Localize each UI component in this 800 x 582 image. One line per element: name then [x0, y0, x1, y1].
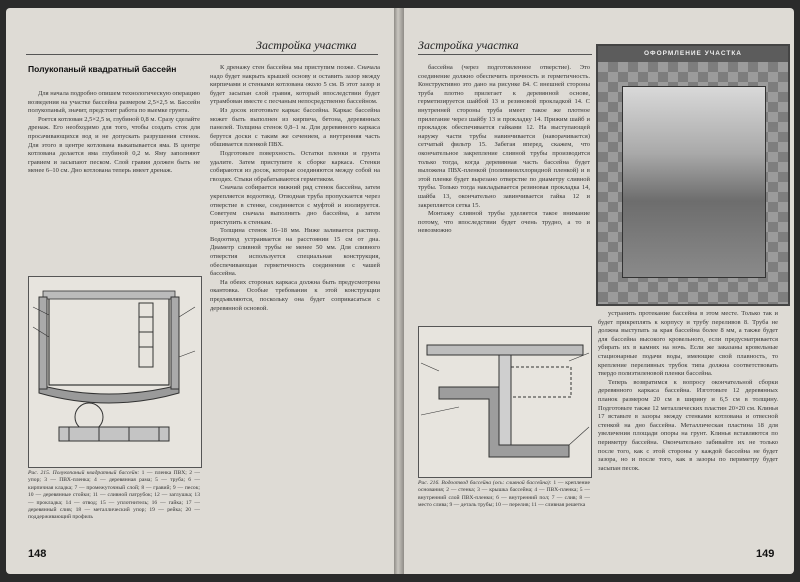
- garden-design-photo: [596, 44, 790, 306]
- left-col2-text: [210, 64, 380, 552]
- pool-cross-section-drawing: [29, 277, 201, 467]
- figure-caption-body: 1 — пленка ПВХ; 2 — упор; 3 — ПВХ-пленка; 4 — деревянная рама; 5 — труба; 6 — кирпичная кладка; 7 — промежуточный слой; 8 — гравий; 9 — песок; 10 — деревянные стойки; 11 — сливной патрубок; 12 — заглушка; 13 — прокладка; 14 — отвод; 15 — уплотнитель; 16 — гайка; 17 — деревянный слив; 18 — металлический упор; 19 — рейка; 20 — поддерживающий профиль: [28, 470, 200, 521]
- right-page-number: 149: [756, 548, 775, 560]
- right-running-head: Застройка участка: [418, 38, 519, 52]
- figure-215-caption: [28, 470, 200, 522]
- paragraph: На обеих сторонах каркаса должна быть предусмотрена окантовка. Особые требования к этой конструкции предъявляются, поскольку она будет соприкасаться с деревянной основой.: [210, 278, 380, 312]
- paragraph: Толщина стенок 16–18 мм. Ниже заливается раствор. Водоотвод устраивается на расстоянии 15 см от дна. Диаметр сливной трубы не менее 50 мм. Для сливного отверстия используется специальная конструкция, обеспечивающая герметичность соединения с чашей бассейна.: [210, 227, 380, 278]
- figure-caption-body: 1 — крепление основания; 2 — стенка; 3 — крышка бассейна; 4 — ПВХ-пленка; 5 — внутренний слой ПВХ-пленки; 6 — внутренний пол; 7 — слив; 8 — место слива; 9 — деталь трубы; 10 — перелив; 11 — сливная решетка: [418, 480, 590, 509]
- paragraph: устранить протекание бассейна в этом месте. Только так и будет прикреплять к корпусу и трубу переливов 8. Труба не должна выступать за края бассейна более 8 мм, а также будет для бассейна высокого кровельного, если предусматривается убирать их в камнях на ночь. Если же заказаны кровельные стационарные подачи воды, имеющие свой плавность, то крепление переливных трубок типа должна соответствовать твердо полиэтиленовой пленки бассейна.: [598, 310, 778, 378]
- paragraph: Монтажу сливной трубы уделяется такое внимание потому, что впоследствии будет очень трудно, а то и невозможно: [418, 210, 590, 235]
- left-page-number: 148: [28, 548, 47, 560]
- figure-215-drawing: [28, 276, 202, 468]
- paragraph: Теперь возвратимся к вопросу окончательной сборки деревянного каркаса бассейна. Изготовьте 12 деревянных планок размером 20 см в ширину и 6,5 см в толщину. Подготовьте также 12 металлических пластин 20×20 см. Клинья 17 вставьте в зазоры между стенками котлована и отвесной стенкой на дно бассейна. Металлическая пластина 18 для увеличения площади опоры на грунт. Клинья вставляются по периметру бассейна. Окончательно забивайте их не только после того, как с этой стороны у каждой бассейна не будет зазора, но и после того, как в зазоры по периметру будет засыпан песок.: [598, 378, 778, 472]
- figure-216-caption: [418, 480, 590, 510]
- paragraph: Из досок изготовьте каркас бассейна. Каркас бассейна может быть выполнен из кирпича, бетона, деревянных панелей. Толщина стенок 0,8–1 м. Для деревянного каркаса берутся доски с таким же сечением, а внутренняя часть обшивается пленкой ПВХ.: [210, 106, 380, 149]
- left-header-rule: [26, 54, 378, 55]
- right-col2-text: [598, 310, 778, 546]
- right-header-rule: [418, 54, 592, 55]
- paragraph: Для начала подробно опишем технологическую операцию возведения на участке бассейна размером 2,5×2,5 м. Бассейн полукопаный, значит, предстоит работа по выемке грунта.: [28, 90, 200, 115]
- drain-cross-section-drawing: [419, 327, 591, 477]
- photo-title: ОФОРМЛЕНИЕ УЧАСТКА: [643, 50, 743, 57]
- right-col1-text: [418, 64, 590, 320]
- paragraph: Роется котлован 2,5×2,5 м, глубиной 0,8 м. Сразу сделайте дренаж. Его необходимо для того, чтобы создать сток для просачивающихся вод и не допускать разрушения стенок. Для этого в центре котлована выкапывается яма. В центре котлована делается яма глубиной 0,2 м. Яму заполняют гравием и засыпают песком. Слой гравия должен быть не менее 6–10 см. Дно котлована теперь имеет дренаж.: [28, 115, 200, 175]
- right-page: [404, 8, 794, 574]
- paragraph: К дренажу стен бассейна мы приступим позже. Сначала надо будет накрыть крышей основу и оставить зазор между кирпичами и стенками котлована около 5 см. В этот зазор и будет засыпан слой гравия, который впоследствии будет утрамбован вместе с песчаным непосредственно бассейном.: [210, 64, 380, 106]
- left-col1-text: [28, 90, 200, 176]
- figure-caption-title: Рис. 215. Полукопаный квадратный бассейн:: [28, 470, 140, 476]
- book-gutter: [394, 8, 404, 574]
- paragraph: Подготовьте поверхность. Остатки пленки и грунта удалите. Затем приступите к сборке каркаса. Стенки собираются из досок, которые соединяются между собой на гвоздях. Стыки обрабатываются герметиком.: [210, 149, 380, 183]
- figure-216-drawing: [418, 326, 592, 478]
- left-running-head: Застройка участка: [256, 38, 357, 52]
- section-heading: Полукопаный квадратный бассейн: [28, 64, 177, 74]
- paragraph: бассейна (через подготовленное отверстие). Это соединение должно обеспечить прочность и герметичность. Конструктивно это дано на рисунке 84. С внешней стороны труба плотно прилегает к деревянной основе, герметизируется шайбой 13 и резиновой прокладкой 14. С внутренней стороны труба имеет такое же плотное прилегание через шайбу 13 и прокладку 14. Прижим шайб и прокладок обеспечивается гайками 12. На выступающей наружу части трубы навинчивается (наворачивается) сетчатый фильтр 15. Забегая вперед, скажем, что окончательное закрепление сливной трубы производится только тогда, когда деревянная часть бассейна будет выложена ПВХ-пленкой (поливинилхлоридной пленкой) и в этой пленке будет вырезано отверстие по диаметру сливной трубы. Только тогда накладывается резиновая прокладка 14, шайба 13, окончательно завинчивается гайка 12 и закрепляется сетка 15.: [418, 64, 590, 209]
- pool-room-photo: [622, 86, 766, 278]
- figure-caption-title: Рис. 216. Водоотвод бассейна (ось: сливной бассейна):: [418, 480, 552, 486]
- paragraph: Сначала собирается нижний ряд стенок бассейна, затем укрепляется водоотвод. Отводная труба пропускается через отверстие в стенке, соединяется с муфтой и изолируется. Советуем сначала выполнить дно бассейна, а затем приступить к стенкам.: [210, 184, 380, 226]
- left-page: [6, 8, 394, 574]
